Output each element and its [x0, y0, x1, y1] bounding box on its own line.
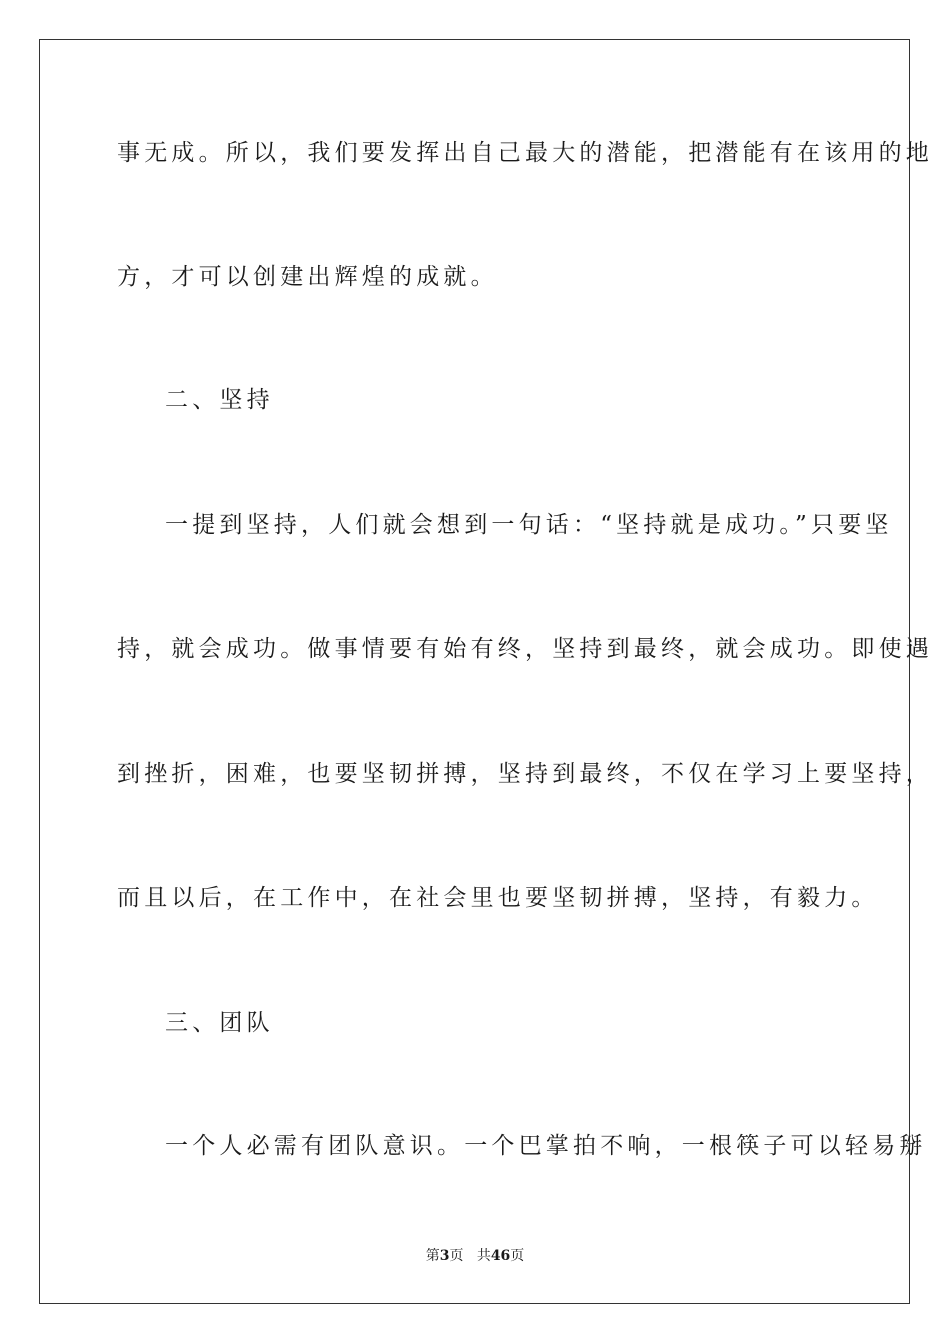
body-text-line-1: 事无成。所以，我们要发挥出自己最大的潜能，把潜能有在该用的地: [117, 140, 933, 166]
body-text-line-6: 到挫折，困难，也要坚韧拼搏，坚持到最终，不仅在学习上要坚持，: [117, 761, 933, 787]
page-prefix: 第: [425, 1248, 440, 1264]
page-border: [39, 39, 933, 1304]
page-footer: [0, 1247, 950, 1265]
body-text-line-4: 一提到坚持，人们就会想到一句话：“坚持就是成功。”只要坚: [165, 512, 893, 538]
section-heading-team: 三、团队: [165, 1010, 274, 1036]
section-heading-persistence: 二、坚持: [165, 387, 274, 413]
total-pages: 46: [490, 1248, 511, 1264]
total-suffix: 页: [510, 1248, 525, 1264]
body-text-line-5: 持，就会成功。做事情要有始有终，坚持到最终，就会成功。即使遇: [117, 636, 933, 662]
page-suffix: 页: [449, 1248, 464, 1264]
total-prefix: 共: [476, 1248, 491, 1264]
body-text-line-7: 而且以后，在工作中，在社会里也要坚韧拼搏，坚持，有毅力。: [117, 885, 879, 911]
body-text-line-9: 一个人必需有团队意识。一个巴掌拍不响，一根筷子可以轻易掰: [165, 1133, 927, 1159]
body-text-line-2: 方，才可以创建出辉煌的成就。: [117, 264, 498, 290]
page-number: 3: [439, 1248, 450, 1264]
